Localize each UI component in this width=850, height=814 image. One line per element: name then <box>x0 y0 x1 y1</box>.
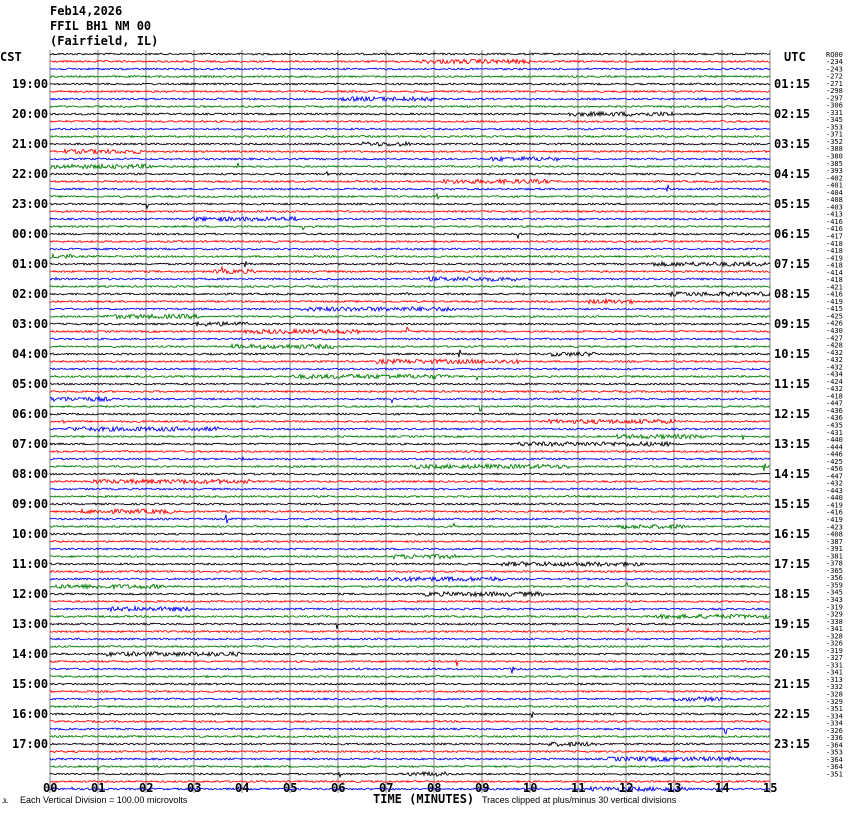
utc-hour-label: 11:15 <box>774 377 811 391</box>
trace-line <box>50 541 770 543</box>
trace-line <box>50 233 770 239</box>
rms-value: -338 <box>826 617 843 626</box>
rms-value: -351 <box>826 705 843 714</box>
utc-hour-label: 12:15 <box>774 407 811 421</box>
trace-line <box>50 721 770 723</box>
trace-line <box>50 359 770 363</box>
trace-line <box>50 548 770 550</box>
seismic-traces <box>50 53 770 791</box>
trace-line <box>50 128 770 130</box>
rms-value: -352 <box>826 137 843 146</box>
rms-value: -414 <box>826 268 843 277</box>
trace-line <box>50 691 770 693</box>
rms-value: -425 <box>826 312 843 321</box>
trace-line <box>50 676 770 678</box>
trace-line <box>50 706 770 708</box>
rms-value: -413 <box>826 210 843 219</box>
rms-value: -404 <box>826 188 843 197</box>
rms-value: -416 <box>826 290 843 299</box>
trace-line <box>50 248 770 250</box>
x-tick-label: 01 <box>91 781 106 795</box>
trace-line <box>50 667 770 674</box>
utc-hour-label: 19:15 <box>774 617 811 631</box>
cst-hour-label: 09:00 <box>12 497 49 511</box>
trace-line <box>50 638 770 640</box>
cst-hour-label: 10:00 <box>12 527 49 541</box>
trace-line <box>50 434 770 439</box>
trace-line <box>50 106 770 108</box>
x-axis-title: TIME (MINUTES) <box>373 792 475 806</box>
trace-line <box>50 660 770 666</box>
utc-axis-label: UTC <box>784 50 806 64</box>
rms-value: -297 <box>826 94 843 103</box>
x-tick-label: 13 <box>667 781 682 795</box>
rms-value: -426 <box>826 319 843 328</box>
trace-line <box>50 464 770 472</box>
trace-line <box>50 533 770 535</box>
rms-value: -416 <box>826 225 843 234</box>
rms-value: -436 <box>826 414 843 423</box>
rms-value: -403 <box>826 203 843 212</box>
rms-value: -319 <box>826 603 843 612</box>
rms-value: -345 <box>826 116 843 125</box>
cst-hour-label: 08:00 <box>12 467 49 481</box>
rms-value: -328 <box>826 690 843 699</box>
rms-value: -408 <box>826 530 843 539</box>
rms-value: -416 <box>826 508 843 517</box>
x-tick-label: 05 <box>283 781 298 795</box>
rms-value: -436 <box>826 406 843 415</box>
utc-hour-label: 16:15 <box>774 527 811 541</box>
rms-value: -359 <box>826 581 843 590</box>
x-tick-label: 03 <box>187 781 202 795</box>
trace-line <box>50 226 770 230</box>
rms-value: -341 <box>826 625 843 634</box>
rms-value: -381 <box>826 552 843 561</box>
x-tick-label: 04 <box>235 781 250 795</box>
trace-line <box>50 203 770 208</box>
utc-hour-label: 22:15 <box>774 707 811 721</box>
trace-line <box>50 217 770 221</box>
trace-line <box>50 592 770 596</box>
rms-value: -431 <box>826 428 843 437</box>
rms-value: -432 <box>826 363 843 372</box>
trace-line <box>50 683 770 685</box>
trace-line <box>50 628 770 632</box>
rms-value: -329 <box>826 697 843 706</box>
cst-hour-label: 22:00 <box>12 167 49 181</box>
rms-value: -447 <box>826 472 843 481</box>
trace-line <box>50 712 770 718</box>
trace-line <box>50 185 770 192</box>
trace-line <box>50 112 770 116</box>
trace-line <box>50 254 770 258</box>
rms-value: -432 <box>826 385 843 394</box>
trace-line <box>50 607 770 612</box>
rms-value: -425 <box>826 457 843 466</box>
cst-hour-label: 05:00 <box>12 377 49 391</box>
cst-hour-label: 03:00 <box>12 317 49 331</box>
rms-value: -356 <box>826 574 843 583</box>
rms-value: -444 <box>826 443 843 452</box>
rms-value: -272 <box>826 72 843 81</box>
x-tick-label: 09 <box>475 781 490 795</box>
utc-hour-label: 03:15 <box>774 137 811 151</box>
x-tick-label: 06 <box>331 781 346 795</box>
rms-value: -424 <box>826 377 843 386</box>
utc-hour-label: 06:15 <box>774 227 811 241</box>
rms-value: -365 <box>826 566 843 575</box>
rms-value: -328 <box>826 632 843 641</box>
rms-value: -378 <box>826 559 843 568</box>
rms-value: -243 <box>826 65 843 74</box>
location-label: (Fairfield, IL) <box>50 34 159 48</box>
utc-hour-label: 07:15 <box>774 257 811 271</box>
rms-value: -353 <box>826 123 843 132</box>
cst-hour-label: 20:00 <box>12 107 49 121</box>
trace-line <box>50 157 770 161</box>
x-tick-label: 00 <box>43 781 58 795</box>
utc-hour-label: 09:15 <box>774 317 811 331</box>
rms-value: -319 <box>826 646 843 655</box>
trace-line <box>50 583 770 589</box>
trace-line <box>50 344 770 348</box>
logo-mark: JL <box>2 799 9 805</box>
trace-line <box>50 577 770 581</box>
trace-line <box>50 327 770 334</box>
utc-hour-label: 15:15 <box>774 497 811 511</box>
rms-value: -419 <box>826 254 843 263</box>
rms-value: -419 <box>826 501 843 510</box>
cst-hour-label: 11:00 <box>12 557 49 571</box>
trace-line <box>50 728 770 734</box>
trace-line <box>50 473 770 475</box>
rms-value: -432 <box>826 356 843 365</box>
rms-value: -417 <box>826 232 843 241</box>
rms-value: -419 <box>826 516 843 525</box>
rms-value: -401 <box>826 181 843 190</box>
rms-value: -408 <box>826 196 843 205</box>
x-tick-label: 08 <box>427 781 442 795</box>
trace-line <box>50 136 770 138</box>
trace-line <box>50 523 770 528</box>
rms-value: -380 <box>826 152 843 161</box>
cst-hour-label: 15:00 <box>12 677 49 691</box>
rms-header: RQ00 <box>826 51 843 59</box>
cst-hour-label: 04:00 <box>12 347 49 361</box>
trace-line <box>50 614 770 618</box>
rms-value: -334 <box>826 719 843 728</box>
trace-line <box>50 163 770 169</box>
utc-hour-label: 05:15 <box>774 197 811 211</box>
trace-line <box>50 322 770 326</box>
trace-line <box>50 76 770 78</box>
trace-line <box>50 172 770 176</box>
x-tick-label: 10 <box>523 781 538 795</box>
rms-value: -371 <box>826 130 843 139</box>
rms-value: -332 <box>826 683 843 692</box>
trace-line <box>50 601 770 603</box>
rms-value: -435 <box>826 421 843 430</box>
trace-line <box>50 383 770 385</box>
trace-line <box>50 307 770 311</box>
cst-hour-label: 14:00 <box>12 647 49 661</box>
trace-line <box>50 751 770 753</box>
trace-line <box>50 787 770 791</box>
trace-line <box>50 419 770 423</box>
rms-value: -313 <box>826 675 843 684</box>
trace-line <box>50 267 770 274</box>
cst-axis-label: CST <box>0 50 22 64</box>
x-tick-label: 14 <box>715 781 730 795</box>
trace-line <box>50 413 770 415</box>
utc-hour-label: 21:15 <box>774 677 811 691</box>
trace-line <box>50 697 770 701</box>
trace-line <box>50 781 770 783</box>
rms-value: -234 <box>826 58 843 66</box>
trace-line <box>50 391 770 393</box>
rms-value: -415 <box>826 305 843 314</box>
trace-line <box>50 646 770 648</box>
trace-line <box>50 299 770 303</box>
trace-line <box>50 397 770 403</box>
trace-line <box>50 406 770 412</box>
trace-line <box>50 314 770 318</box>
utc-hour-label: 17:15 <box>774 557 811 571</box>
trace-line <box>50 652 770 656</box>
rms-value: -418 <box>826 247 843 256</box>
rms-value: -421 <box>826 283 843 292</box>
trace-line <box>50 338 770 340</box>
cst-hour-label: 12:00 <box>12 587 49 601</box>
utc-hour-label: 18:15 <box>774 587 811 601</box>
rms-value: -447 <box>826 399 843 408</box>
rms-value: -418 <box>826 276 843 285</box>
trace-line <box>50 757 770 761</box>
cst-hour-label: 02:00 <box>12 287 49 301</box>
trace-line <box>50 53 770 55</box>
rms-value: -351 <box>826 770 843 779</box>
rms-value: -427 <box>826 334 843 343</box>
trace-line <box>50 277 770 281</box>
rms-value: -326 <box>826 639 843 648</box>
trace-line <box>50 179 770 183</box>
trace-line <box>50 479 770 483</box>
trace-line <box>50 121 770 123</box>
rms-value: -327 <box>826 654 843 663</box>
rms-value: -402 <box>826 174 843 183</box>
rms-value: -388 <box>826 145 843 154</box>
rms-value: -418 <box>826 239 843 248</box>
trace-line <box>50 495 770 497</box>
rms-value: -329 <box>826 610 843 619</box>
utc-hour-label: 02:15 <box>774 107 811 121</box>
rms-value: -306 <box>826 101 843 110</box>
trace-line <box>50 374 770 380</box>
rms-value: -353 <box>826 748 843 757</box>
trace-line <box>50 736 770 738</box>
rms-value: -341 <box>826 668 843 677</box>
trace-line <box>50 503 770 505</box>
trace-line <box>50 442 770 446</box>
trace-line <box>50 515 770 524</box>
cst-hour-label: 23:00 <box>12 197 49 211</box>
trace-line <box>50 68 770 70</box>
trace-line <box>50 292 770 296</box>
rms-value: -326 <box>826 726 843 735</box>
cst-hour-label: 19:00 <box>12 77 49 91</box>
rms-value: -343 <box>826 595 843 604</box>
x-tick-label: 12 <box>619 781 634 795</box>
trace-line <box>50 83 770 85</box>
rms-value: -298 <box>826 87 843 96</box>
utc-hour-label: 20:15 <box>774 647 811 661</box>
rms-value: -334 <box>826 712 843 721</box>
trace-line <box>50 427 770 431</box>
x-tick-label: 11 <box>571 781 586 795</box>
trace-line <box>50 59 770 63</box>
trace-line <box>50 766 770 772</box>
cst-hour-label: 06:00 <box>12 407 49 421</box>
rms-value: -418 <box>826 261 843 270</box>
trace-line <box>50 488 770 490</box>
rms-value: -364 <box>826 763 843 772</box>
utc-hour-label: 08:15 <box>774 287 811 301</box>
trace-line <box>50 211 770 213</box>
trace-line <box>50 142 770 146</box>
rms-value: -387 <box>826 537 843 546</box>
trace-line <box>50 457 770 460</box>
cst-hour-label: 17:00 <box>12 737 49 751</box>
rms-value: -418 <box>826 392 843 401</box>
cst-hour-labels <box>12 77 48 751</box>
trace-line <box>50 97 770 101</box>
rms-value: -432 <box>826 348 843 357</box>
trace-line <box>50 554 770 558</box>
trace-line <box>50 562 770 566</box>
utc-hour-labels <box>774 77 810 751</box>
utc-hour-label: 13:15 <box>774 437 811 451</box>
rms-value: -331 <box>826 661 843 670</box>
rms-value: -440 <box>826 494 843 503</box>
utc-hour-label: 10:15 <box>774 347 811 361</box>
cst-hour-label: 16:00 <box>12 707 49 721</box>
date-label: Feb14,2026 <box>50 4 123 18</box>
rms-value: -345 <box>826 588 843 597</box>
clip-note: Traces clipped at plus/minus 30 vertical divisions <box>482 795 677 805</box>
rms-value: -364 <box>826 755 843 764</box>
rms-value: -393 <box>826 167 843 176</box>
cst-hour-label: 07:00 <box>12 437 49 451</box>
trace-line <box>50 368 770 370</box>
rms-value: -423 <box>826 523 843 532</box>
x-tick-label: 02 <box>139 781 154 795</box>
trace-line <box>50 149 770 153</box>
trace-line <box>50 623 770 629</box>
rms-value: -456 <box>826 465 843 474</box>
rms-value: -430 <box>826 326 843 335</box>
rms-value: -440 <box>826 436 843 445</box>
rms-value: -446 <box>826 450 843 459</box>
cst-hour-label: 00:00 <box>12 227 49 241</box>
utc-hour-label: 14:15 <box>774 467 811 481</box>
scale-note: Each Vertical Division = 100.00 microvolts <box>20 795 188 805</box>
rms-value: -336 <box>826 734 843 743</box>
cst-hour-label: 21:00 <box>12 137 49 151</box>
rms-value: -271 <box>826 79 843 88</box>
trace-line <box>50 241 770 243</box>
rms-value: -419 <box>826 297 843 306</box>
rms-value: -443 <box>826 486 843 495</box>
rms-value: -331 <box>826 108 843 117</box>
trace-line <box>50 194 770 199</box>
utc-hour-label: 23:15 <box>774 737 811 751</box>
x-tick-label: 15 <box>763 781 778 795</box>
rms-value: -364 <box>826 741 843 750</box>
rms-value: -391 <box>826 545 843 554</box>
trace-line <box>50 91 770 93</box>
trace-line <box>50 571 770 573</box>
utc-hour-label: 01:15 <box>774 77 811 91</box>
trace-line <box>50 772 770 777</box>
trace-line <box>50 261 770 267</box>
cst-hour-label: 13:00 <box>12 617 49 631</box>
station-label: FFIL BH1 NM 00 <box>50 19 152 33</box>
trace-line <box>50 286 770 288</box>
trace-line <box>50 451 770 453</box>
rms-value: -434 <box>826 370 843 379</box>
x-tick-label: 07 <box>379 781 394 795</box>
trace-line <box>50 509 770 513</box>
rms-values <box>826 58 843 778</box>
rms-value: -428 <box>826 341 843 350</box>
utc-hour-label: 04:15 <box>774 167 811 181</box>
rms-value: -385 <box>826 159 843 168</box>
rms-value: -432 <box>826 479 843 488</box>
rms-value: -416 <box>826 217 843 226</box>
trace-line <box>50 742 770 746</box>
trace-line <box>50 350 770 358</box>
cst-hour-label: 01:00 <box>12 257 49 271</box>
